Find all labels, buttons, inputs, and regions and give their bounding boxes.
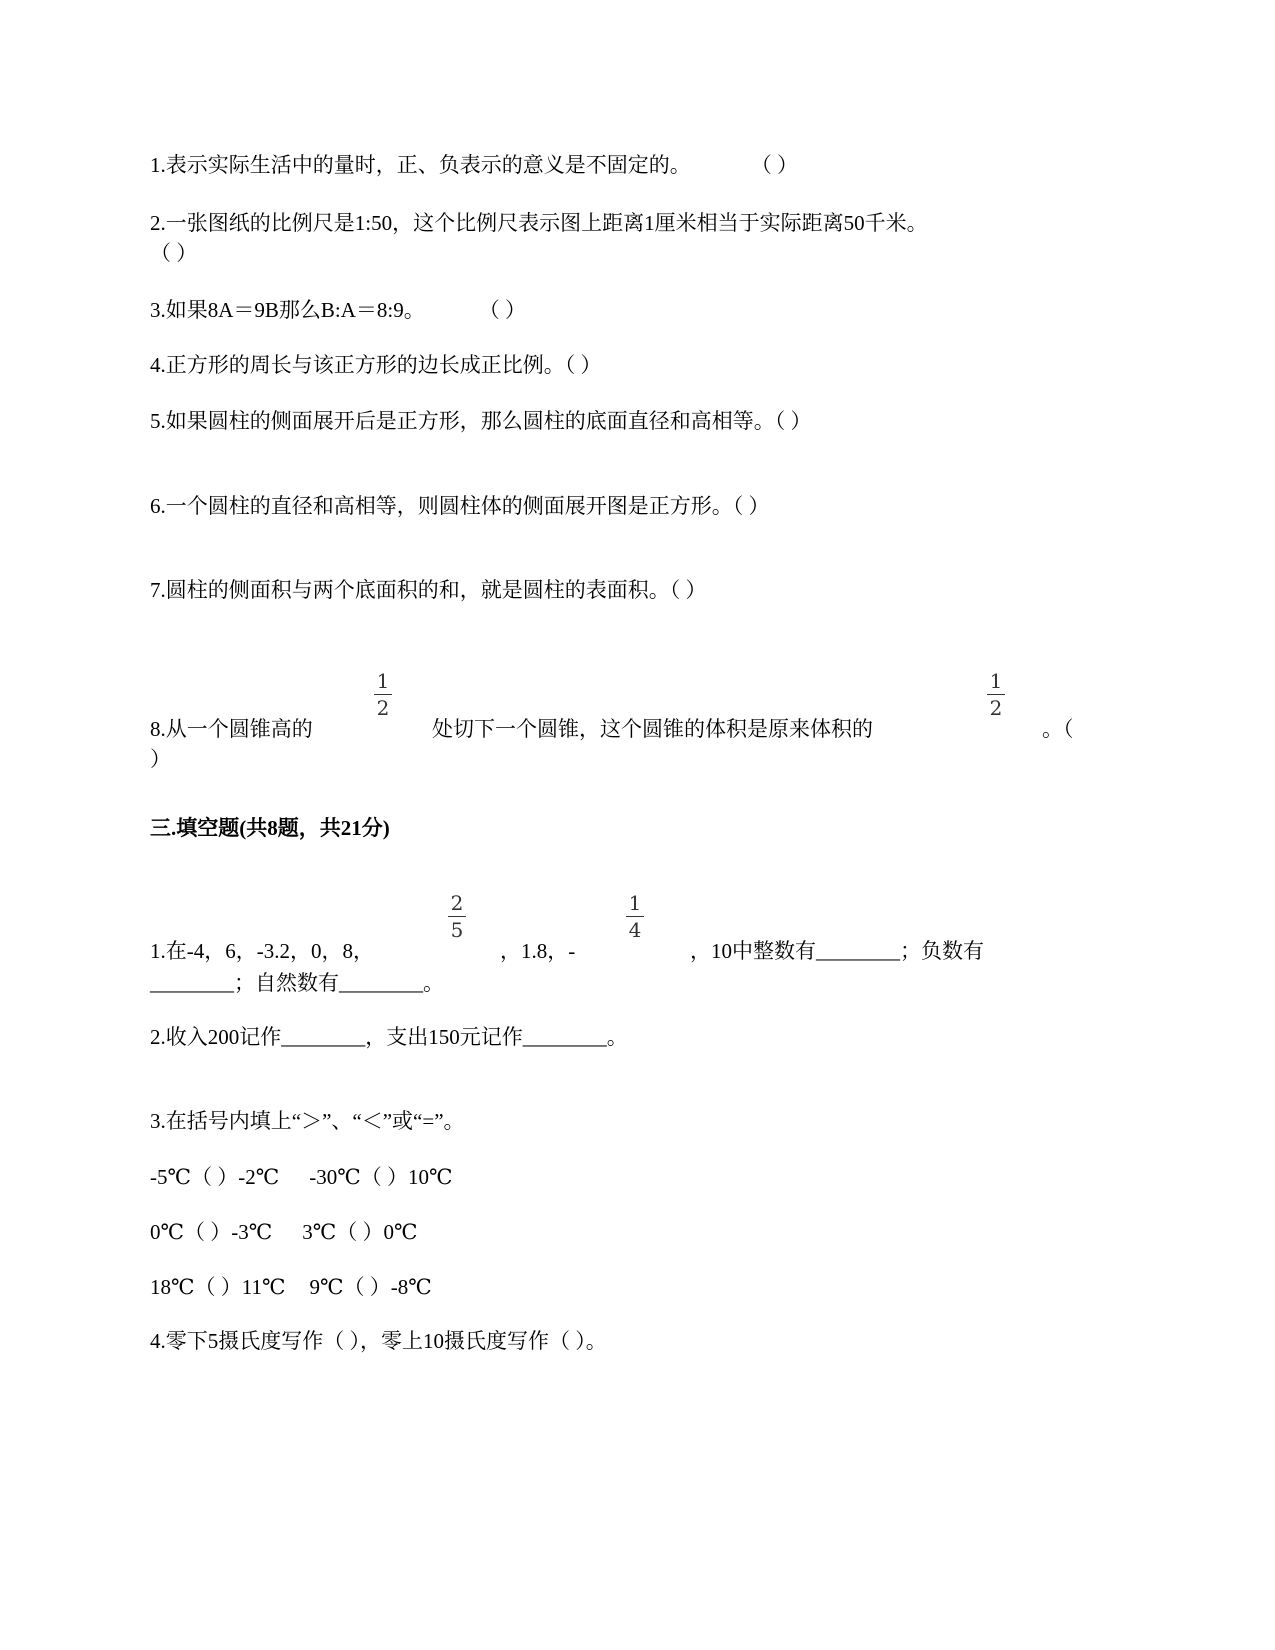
compare-row-3 [150, 1272, 432, 1302]
judge-item-2-text: 2.一张图纸的比例尺是1:50，这个比例尺表示图上距离1厘米相当于实际距离50千米。 [150, 211, 928, 235]
fraction-one-half-1 [372, 670, 394, 719]
judge-item-4 [150, 350, 602, 380]
compare-row-1 [150, 1162, 452, 1192]
fraction-bar [448, 916, 466, 917]
judge-item-8-part3: 。（ [1042, 717, 1074, 741]
judge-item-8-part4: ） [150, 747, 171, 771]
fraction-one-half-2 [985, 670, 1007, 719]
compare-expr: -30℃（ ）10℃ [309, 1165, 453, 1189]
section-3-heading: 三.填空题(共8题，共21分) [150, 816, 390, 840]
judge-item-5-text: 5.如果圆柱的侧面展开后是正方形，那么圆柱的底面直径和高相等。（ ） [150, 409, 812, 433]
judge-item-8-line2 [150, 744, 171, 774]
fill-item-1-line2-text: ________；自然数有________。 [150, 971, 444, 995]
judge-item-1 [150, 150, 798, 180]
fraction-denominator: 2 [989, 696, 1003, 720]
fraction-bar [374, 694, 392, 695]
judge-item-7 [150, 575, 707, 605]
judge-item-3 [150, 295, 526, 325]
compare-expr: 3℃（ ）0℃ [302, 1220, 418, 1244]
judge-item-1-bracket: （ ） [750, 153, 798, 177]
fill-item-4: 4.零下5摄氏度写作（ ），零上10摄氏度写作（ ）。 [150, 1329, 607, 1353]
fraction-bar [987, 694, 1005, 695]
fill-item-1-end [690, 936, 984, 966]
fraction-denominator: 5 [450, 918, 464, 942]
judge-item-8-part2: 处切下一个圆锥，这个圆锥的体积是原来体积的 [432, 717, 873, 741]
fill-item-3-title: 3.在括号内填上“＞”、“＜”或“=”。 [150, 1109, 465, 1133]
judge-item-7-text: 7.圆柱的侧面积与两个底面积的和，就是圆柱的表面积。（ ） [150, 578, 707, 602]
judge-item-2 [150, 208, 928, 238]
fraction-bar [626, 916, 644, 917]
fraction-denominator: 2 [376, 696, 390, 720]
fraction-numerator: 1 [989, 669, 1003, 693]
judge-item-4-text: 4.正方形的周长与该正方形的边长成正比例。（ ） [150, 353, 602, 377]
judge-item-3-bracket: （ ） [478, 298, 527, 322]
fraction-two-fifths [446, 892, 468, 941]
fraction-one-quarter [624, 892, 646, 941]
compare-expr: -5℃（ ）-2℃ [150, 1165, 280, 1189]
fill-item-1-part1: 1.在-4，6，-3.2，0，8， [150, 939, 374, 963]
fraction-numerator: 2 [450, 891, 464, 915]
judge-item-5 [150, 406, 812, 436]
compare-expr: 9℃（ ）-8℃ [309, 1275, 432, 1299]
fraction-numerator: 1 [628, 891, 642, 915]
judge-item-8-end [1042, 714, 1074, 744]
fill-item-1 [150, 936, 374, 966]
judge-item-6 [150, 491, 770, 521]
fill-item-1-line2 [150, 968, 444, 998]
compare-expr: 0℃（ ）-3℃ [150, 1220, 273, 1244]
fill-item-1-part2: ，1.8，- [500, 939, 576, 963]
judge-item-2-bracket-line [150, 238, 197, 268]
judge-item-8-middle [432, 714, 873, 744]
judge-item-1-text: 1.表示实际生活中的量时，正、负表示的意义是不固定的。 [150, 153, 691, 177]
fraction-denominator: 4 [628, 918, 642, 942]
judge-item-8-part1: 8.从一个圆锥高的 [150, 717, 313, 741]
fill-item-2: 2.收入200记作________，支出150元记作________。 [150, 1025, 628, 1049]
fraction-numerator: 1 [376, 669, 390, 693]
fill-item-1-part3: ，10中整数有________；负数有 [690, 939, 984, 963]
judge-item-2-bracket: （ ） [150, 241, 198, 265]
compare-expr: 18℃（ ）11℃ [150, 1275, 286, 1299]
judge-item-6-text: 6.一个圆柱的直径和高相等，则圆柱体的侧面展开图是正方形。（ ） [150, 494, 770, 518]
fill-item-1-middle [500, 936, 575, 966]
compare-row-2 [150, 1217, 417, 1247]
judge-item-8 [150, 714, 313, 744]
judge-item-3-text: 3.如果8A＝9B那么B:A＝8:9。 [150, 298, 425, 322]
